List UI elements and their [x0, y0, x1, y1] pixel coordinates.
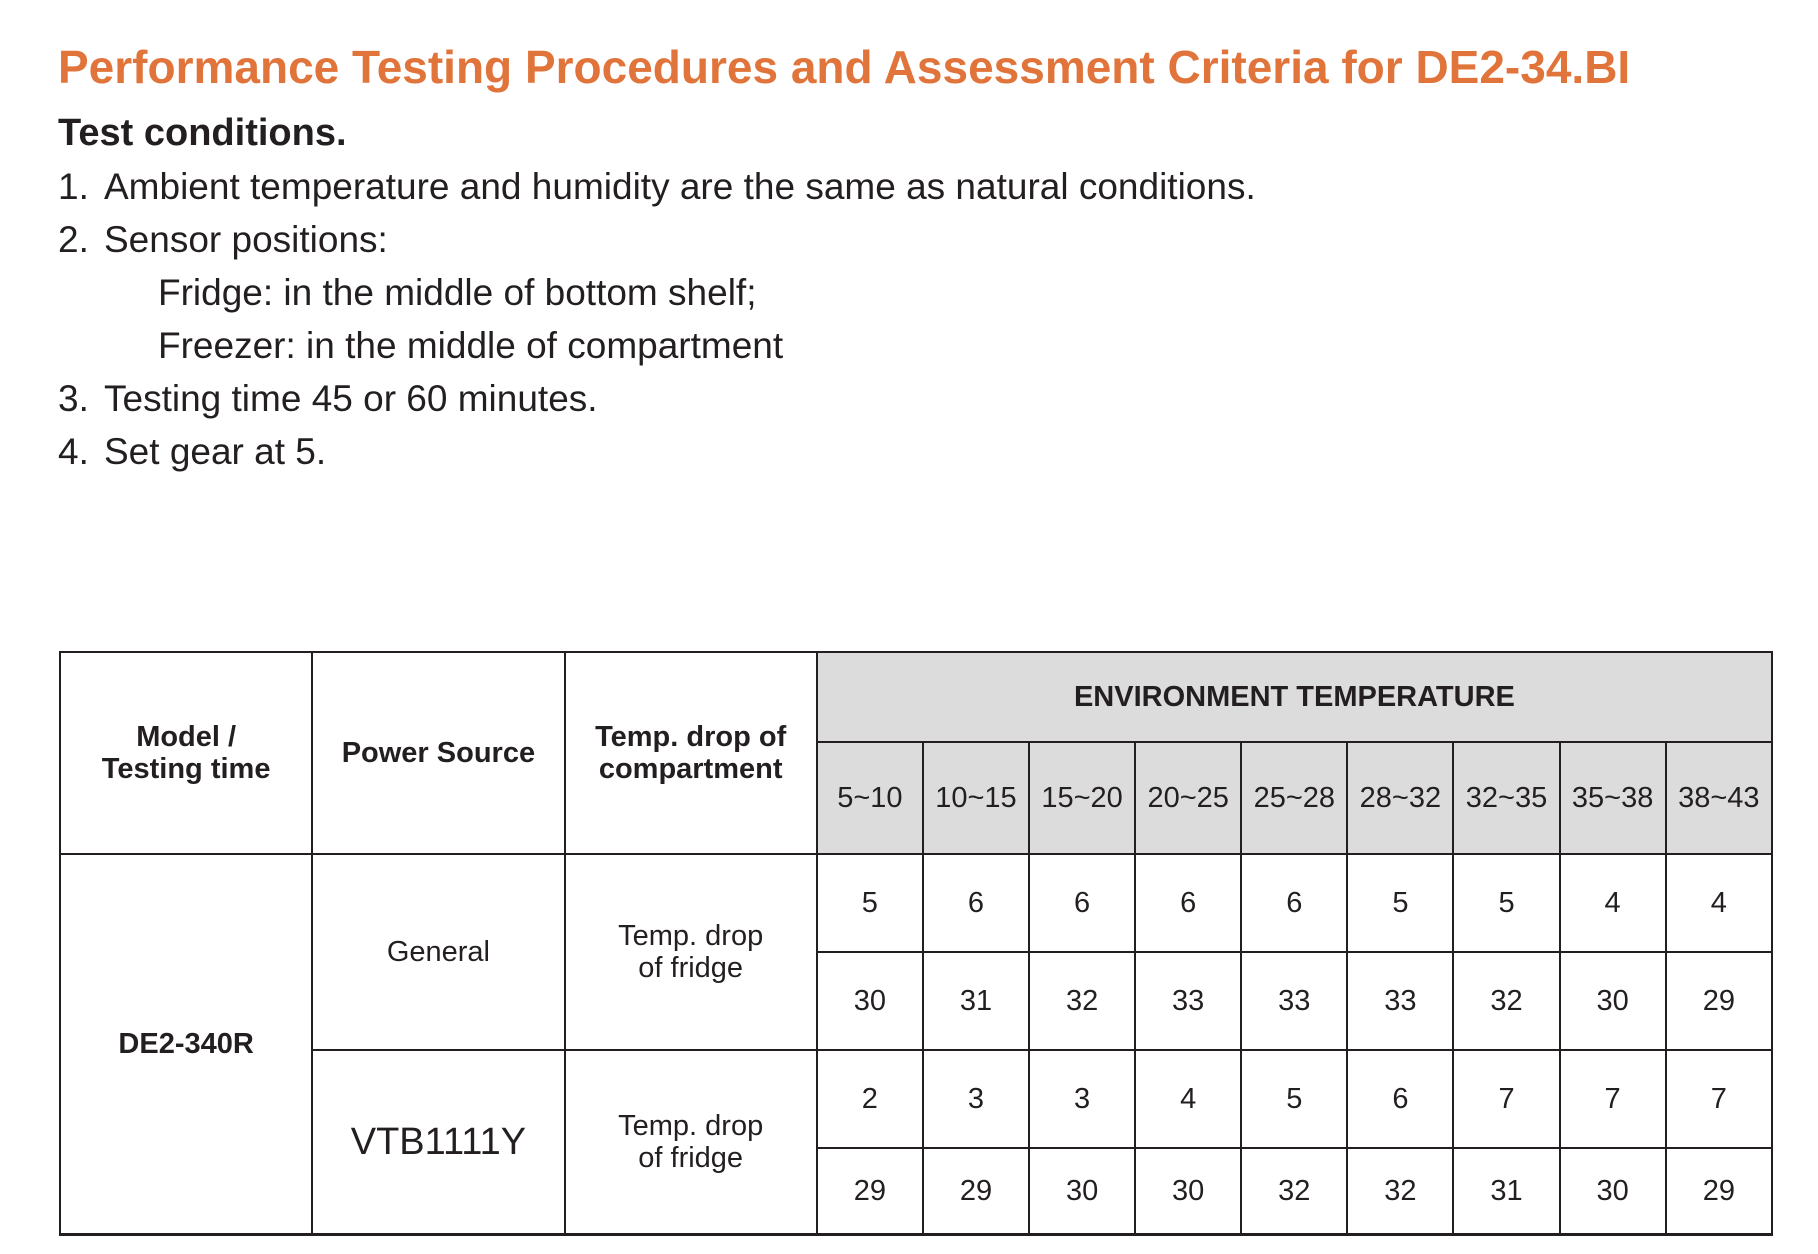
value-cell: 33	[1347, 952, 1453, 1050]
header-range: 5~10	[817, 742, 923, 854]
value-cell: 31	[923, 952, 1029, 1050]
value-cell: 5	[1347, 854, 1453, 952]
value-cell: 6	[1029, 854, 1135, 952]
condition-number: 4.	[58, 431, 89, 472]
value-cell: 32	[1453, 952, 1559, 1050]
value-cell: 30	[1029, 1148, 1135, 1235]
condition-item	[58, 213, 1256, 266]
condition-item	[58, 425, 1256, 478]
temp-drop-cell: Temp. drop of fridge	[565, 854, 817, 1050]
header-model: Model / Testing time	[60, 652, 312, 854]
header-range: 10~15	[923, 742, 1029, 854]
value-cell: 4	[1666, 854, 1772, 952]
header-range: 38~43	[1666, 742, 1772, 854]
performance-table	[59, 651, 1773, 1236]
value-cell: 30	[1560, 952, 1666, 1050]
value-cell: 7	[1453, 1050, 1559, 1148]
header-range: 28~32	[1347, 742, 1453, 854]
condition-number: 1.	[58, 166, 89, 207]
header-temp-drop: Temp. drop of compartment	[565, 652, 817, 854]
value-cell: 30	[817, 952, 923, 1050]
condition-item	[58, 160, 1256, 213]
value-cell: 6	[1135, 854, 1241, 952]
value-cell: 29	[923, 1148, 1029, 1235]
temp-drop-cell: Temp. drop of fridge	[565, 1050, 817, 1235]
test-conditions-heading: Test conditions.	[58, 112, 347, 154]
condition-subitem	[58, 266, 1256, 319]
value-cell: 6	[923, 854, 1029, 952]
model-cell: DE2-340R	[60, 854, 312, 1235]
condition-number: 3.	[58, 378, 89, 419]
condition-item	[58, 372, 1256, 425]
condition-text: Ambient temperature and humidity are the same as natural conditions.	[104, 166, 1256, 207]
header-range: 15~20	[1029, 742, 1135, 854]
power-source-cell: General	[312, 854, 564, 1050]
value-cell: 6	[1347, 1050, 1453, 1148]
header-range: 25~28	[1241, 742, 1347, 854]
value-cell: 32	[1029, 952, 1135, 1050]
condition-text: Set gear at 5.	[104, 431, 327, 472]
value-cell: 4	[1560, 854, 1666, 952]
value-cell: 33	[1241, 952, 1347, 1050]
value-cell: 3	[1029, 1050, 1135, 1148]
value-cell: 7	[1560, 1050, 1666, 1148]
value-cell: 33	[1135, 952, 1241, 1050]
header-range: 32~35	[1453, 742, 1559, 854]
header-range: 35~38	[1560, 742, 1666, 854]
condition-text: Fridge: in the middle of bottom shelf;	[158, 272, 757, 313]
value-cell: 31	[1453, 1148, 1559, 1235]
conditions-list	[58, 160, 1256, 478]
header-environment-temperature: ENVIRONMENT TEMPERATURE	[817, 652, 1772, 742]
power-source-cell: VTB1111Y	[312, 1050, 564, 1235]
value-cell: 29	[817, 1148, 923, 1235]
condition-number: 2.	[58, 219, 89, 260]
value-cell: 5	[817, 854, 923, 952]
condition-text: Sensor positions:	[104, 219, 388, 260]
value-cell: 5	[1453, 854, 1559, 952]
condition-text: Freezer: in the middle of compartment	[158, 325, 784, 366]
table-row	[60, 854, 1772, 952]
value-cell: 3	[923, 1050, 1029, 1148]
header-power-source: Power Source	[312, 652, 564, 854]
header-range: 20~25	[1135, 742, 1241, 854]
value-cell: 2	[817, 1050, 923, 1148]
value-cell: 32	[1241, 1148, 1347, 1235]
value-cell: 4	[1135, 1050, 1241, 1148]
condition-text: Testing time 45 or 60 minutes.	[104, 378, 598, 419]
value-cell: 29	[1666, 952, 1772, 1050]
condition-subitem	[58, 319, 1256, 372]
value-cell: 32	[1347, 1148, 1453, 1235]
value-cell: 7	[1666, 1050, 1772, 1148]
value-cell: 30	[1560, 1148, 1666, 1235]
page-title: Performance Testing Procedures and Assessment Criteria for DE2-34.BI	[58, 41, 1631, 93]
value-cell: 30	[1135, 1148, 1241, 1235]
value-cell: 5	[1241, 1050, 1347, 1148]
value-cell: 29	[1666, 1148, 1772, 1235]
value-cell: 6	[1241, 854, 1347, 952]
table-row	[60, 1050, 1772, 1148]
